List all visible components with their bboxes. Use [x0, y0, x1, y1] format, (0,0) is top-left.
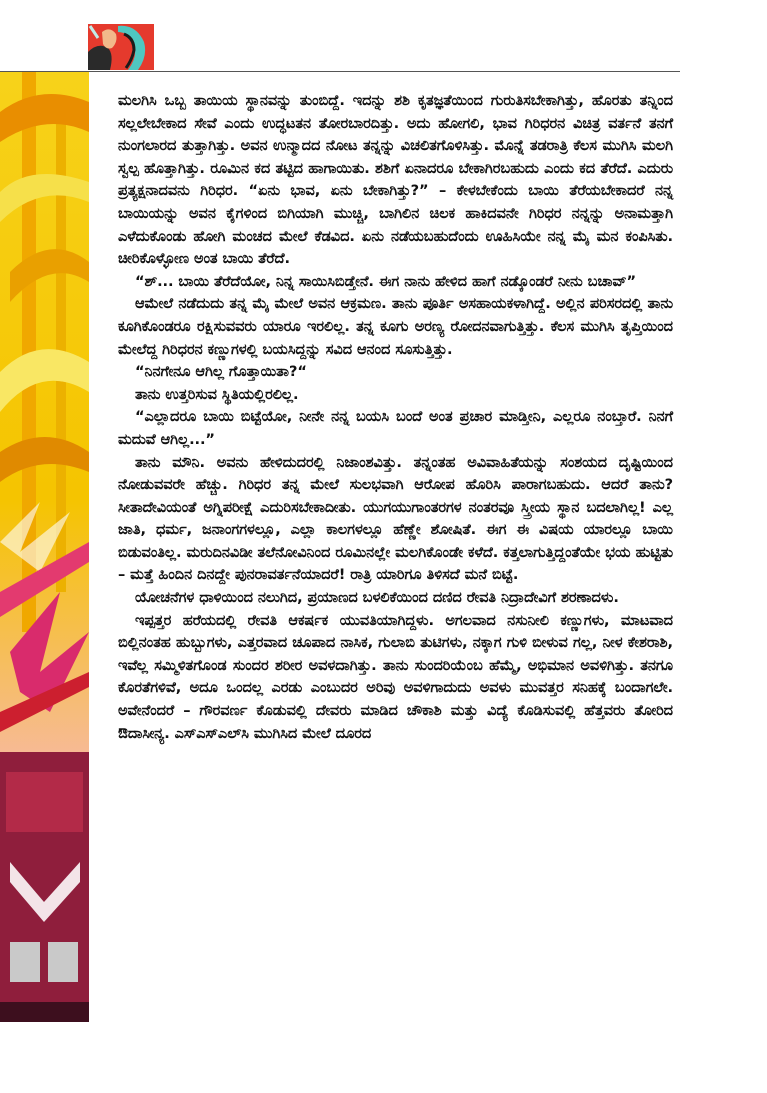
story-body [118, 90, 673, 745]
paragraph: ಆಮೇಲೆ ನಡೆದುದು ತನ್ನ ಮೈ ಮೇಲೆ ಅವನ ಆಕ್ರಮಣ. ತಾನು ಪೂರ್ತಿ ಅಸಹಾಯಕಳಾಗಿದ್ದೆ. ಅಲ್ಲಿನ ಪರಿಸರದಲ್ಲಿ ತಾನು ಕೂಗಿಕೊಂಡರೂ ರಕ್ಷಿಸುವವರು ಯಾರೂ ಇರಲಿಲ್ಲ. ತನ್ನ ಕೂಗು ಅರಣ್ಯ ರೋದನವಾಗುತ್ತಿತ್ತು. ಕೆಲಸ ಮುಗಿಸಿ ತೃಪ್ತಿಯಿಂದ ಮೇಲೆದ್ದ ಗಿರಿಧರನ ಕಣ್ಣುಗಳಲ್ಲಿ ಬಯಸಿದ್ದನ್ನು ಸವಿದ ಆನಂದ ಸೂಸುತ್ತಿತ್ತು. [118, 295, 673, 358]
paragraph: ತಾನು ಮೌನಿ. ಅವನು ಹೇಳಿದುದರಲ್ಲಿ ನಿಜಾಂಶವಿತ್ತು. ತನ್ನಂತಹ ಅವಿವಾಹಿತೆಯನ್ನು ಸಂಶಯದ ದೃಷ್ಟಿಯಿಂದ ನೋಡುವವರೇ ಹೆಚ್ಚು. ಗಿರಿಧರ ತನ್ನ ಮೇಲೆ ಸುಲಭವಾಗಿ ಆರೋಪ ಹೊರಿಸಿ ಪಾರಾಗಬಹುದು. ಆದರೆ ತಾನು? ಸೀತಾದೇವಿಯಂತೆ ಅಗ್ನಿಪರೀಕ್ಷೆ ಎದುರಿಸಬೇಕಾದೀತು. ಯುಗಯುಗಾಂತರಗಳ ನಂತರವೂ ಸ್ತ್ರೀಯ ಸ್ಥಾನ ಬದಲಾಗಿಲ್ಲ! ಎಲ್ಲ ಜಾತಿ, ಧರ್ಮ, ಜನಾಂಗಗಳಲ್ಲೂ, ಎಲ್ಲಾ ಕಾಲಗಳಲ್ಲೂ ಹೆಣ್ಣೇ ಶೋಷಿತೆ. ಈಗ ಈ ವಿಷಯ ಯಾರಲ್ಲೂ ಬಾಯಿ ಬಿಡುವಂತಿಲ್ಲ. ಮರುದಿನವಿಡೀ ತಲೆನೋವಿನಿಂದ ರೂಮಿನಲ್ಲೇ ಮಲಗಿಕೊಂಡೇ ಕಳೆದೆ. ಕತ್ತಲಾಗುತ್ತಿದ್ದಂತೆಯೇ ಭಯ ಹುಟ್ಟಿತು – ಮತ್ತೆ ಹಿಂದಿನ ದಿನದ್ದೇ ಪುನರಾವರ್ತನೆಯಾದರೆ! ರಾತ್ರಿ ಯಾರಿಗೂ ತಿಳಿಸದೆ ಮನೆ ಬಿಟ್ಟೆ. [118, 453, 673, 584]
paragraph: ಇಪ್ಪತ್ತರ ಹರೆಯದಲ್ಲಿ ರೇವತಿ ಆಕರ್ಷಕ ಯುವತಿಯಾಗಿದ್ದಳು. ಅಗಲವಾದ ನಸುನೀಲಿ ಕಣ್ಣುಗಳು, ಮಾಟವಾದ ಬಿಲ್ಲಿನಂತಹ ಹುಬ್ಬುಗಳು, ಎತ್ತರವಾದ ಚೂಪಾದ ನಾಸಿಕ, ಗುಲಾಬಿ ತುಟಿಗಳು, ನಕ್ಕಾಗ ಗುಳಿ ಬೀಳುವ ಗಲ್ಲ, ನೀಳ ಕೇಶರಾಶಿ, ಇವೆಲ್ಲ ಸಮ್ಮಿಳಿತಗೊಂಡ ಸುಂದರ ಶರೀರ ಅವಳದಾಗಿತ್ತು. ತಾನು ಸುಂದರಿಯೆಂಬ ಹೆಮ್ಮೆ, ಅಭಿಮಾನ ಅವಳಿಗಿತ್ತು. ತನಗೂ ಕೊರತೆಗಳಿವೆ, ಅದೂ ಒಂದಲ್ಲ ಎರಡು ಎಂಬುದರ ಅರಿವು ಅವಳಿಗಾದುದು ಅವಳು ಮುವತ್ತರ ಸನಿಹಕ್ಕೆ ಬಂದಾಗಲೇ. ಅವೇನೆಂದರೆ – ಗೌರವರ್ಣ ಕೊಡುವಲ್ಲಿ ದೇವರು ಮಾಡಿದ ಚೌಕಾಶಿ ಮತ್ತು ವಿದ್ಯೆ ಕೊಡಿಸುವಲ್ಲಿ ಹೆತ್ತವರು ತೋರಿದ ಔದಾಸೀನ್ಯ. ಎಸ್‌ಎಸ್‌ಎಲ್‌ಸಿ ಮುಗಿಸಿದ ಮೇಲೆ ದೂರದ [118, 611, 673, 742]
magazine-logo [88, 24, 154, 70]
paragraph: ಯೋಚನೆಗಳ ಧಾಳಿಯಿಂದ ನಲುಗಿದ, ಪ್ರಯಾಣದ ಬಳಲಿಕೆಯಿಂದ ದಣಿದ ರೇವತಿ ನಿದ್ರಾದೇವಿಗೆ ಶರಣಾದಳು. [135, 589, 619, 607]
header-rule [0, 71, 680, 72]
paragraph: ಮಲಗಿಸಿ ಒಬ್ಬ ತಾಯಿಯ ಸ್ಥಾನವನ್ನು ತುಂಬಿದ್ದೆ. ಇದನ್ನು ಶಶಿ ಕೃತಜ್ಞತೆಯಿಂದ ಗುರುತಿಸಬೇಕಾಗಿತ್ತು, ಹೊರತು ತನ್ನಿಂದ ಸಲ್ಲಲೇಬೇಕಾದ ಸೇವೆ ಎಂದು ಉದ್ಧಟತನ ತೋರಬಾರದಿತ್ತು. ಅದು ಹೋಗಲಿ, ಭಾವ ಗಿರಿಧರನ ವಿಚಿತ್ರ ವರ್ತನೆ ತನಗೆ ನುಂಗಲಾರದ ತುತ್ತಾಗಿತ್ತು. ಅವನ ಉನ್ಮಾದದ ನೋಟ ತನ್ನನ್ನು ವಿಚಲಿತಗೊಳಿಸಿತ್ತು. ಮೊನ್ನೆ ತಡರಾತ್ರಿ ಕೆಲಸ ಮುಗಿಸಿ ಮಲಗಿ ಸ್ವಲ್ಪ ಹೊತ್ತಾಗಿತ್ತು. ರೂಮಿನ ಕದ ತಟ್ಟಿದ ಹಾಗಾಯಿತು. ಶಶಿಗೆ ಏನಾದರೂ ಬೇಕಾಗಿರಬಹುದು ಎಂದು ಕದ ತೆರೆದೆ. ಎದುರು ಪ್ರತ್ಯಕ್ಷನಾದವನು ಗಿರಿಧರ. “ಏನು ಭಾವ, ಏನು ಬೇಕಾಗಿತ್ತು?” – ಕೇಳಬೇಕೆಂದು ಬಾಯಿ ತೆರೆಯಬೇಕಾದರೆ ನನ್ನ ಬಾಯಿಯನ್ನು ಅವನ ಕೈಗಳಿಂದ ಬಿಗಿಯಾಗಿ ಮುಚ್ಚಿ, ಬಾಗಿಲಿನ ಚಿಲಕ ಹಾಕಿದವನೇ ಗಿರಿಧರ ನನ್ನನ್ನು ಅನಾಮತ್ತಾಗಿ ಎಳೆದುಕೊಂಡು ಹೋಗಿ ಮಂಚದ ಮೇಲೆ ಕೆಡವಿದ. ಏನು ನಡೆಯಬಹುದೆಂದು ಊಹಿಸಿಯೇ ನನ್ನ ಮೈ ಮನ ಕಂಪಿಸಿತು. ಚೀರಿಕೊಳ್ಳೋಣ ಅಂತ ಬಾಯಿ ತೆರೆದೆ. [118, 92, 673, 268]
paragraph: “ನಿನಗೇನೂ ಆಗಿಲ್ಲ ಗೊತ್ತಾಯಿತಾ?“ [135, 363, 307, 381]
paragraph: ತಾನು ಉತ್ತರಿಸುವ ಸ್ಥಿತಿಯಲ್ಲಿರಲಿಲ್ಲ. [135, 385, 299, 403]
paragraph: “ಎಲ್ಲಾದರೂ ಬಾಯಿ ಬಿಟ್ಟೆಯೋ, ನೀನೇ ನನ್ನ ಬಯಸಿ ಬಂದೆ ಅಂತ ಪ್ರಚಾರ ಮಾಡ್ತೀನಿ, ಎಲ್ಲರೂ ನಂಬ್ತಾರೆ. ನಿನಗೆ ಮದುವೆ ಆಗಿಲ್ಲ...” [118, 408, 673, 448]
paragraph: “ಶ್... ಬಾಯಿ ತೆರೆದೆಯೋ, ನಿನ್ನ ಸಾಯಿಸಿಬಿಡ್ತೇನೆ. ಈಗ ನಾನು ಹೇಳಿದ ಹಾಗೆ ನಡ್ಕೊಂಡರೆ ನೀನು ಬಚಾವ್” [135, 272, 636, 290]
palm-and-train-illustration-icon [0, 72, 89, 1022]
decorative-side-illustration [0, 72, 89, 1022]
face-silhouette-icon [88, 24, 154, 70]
